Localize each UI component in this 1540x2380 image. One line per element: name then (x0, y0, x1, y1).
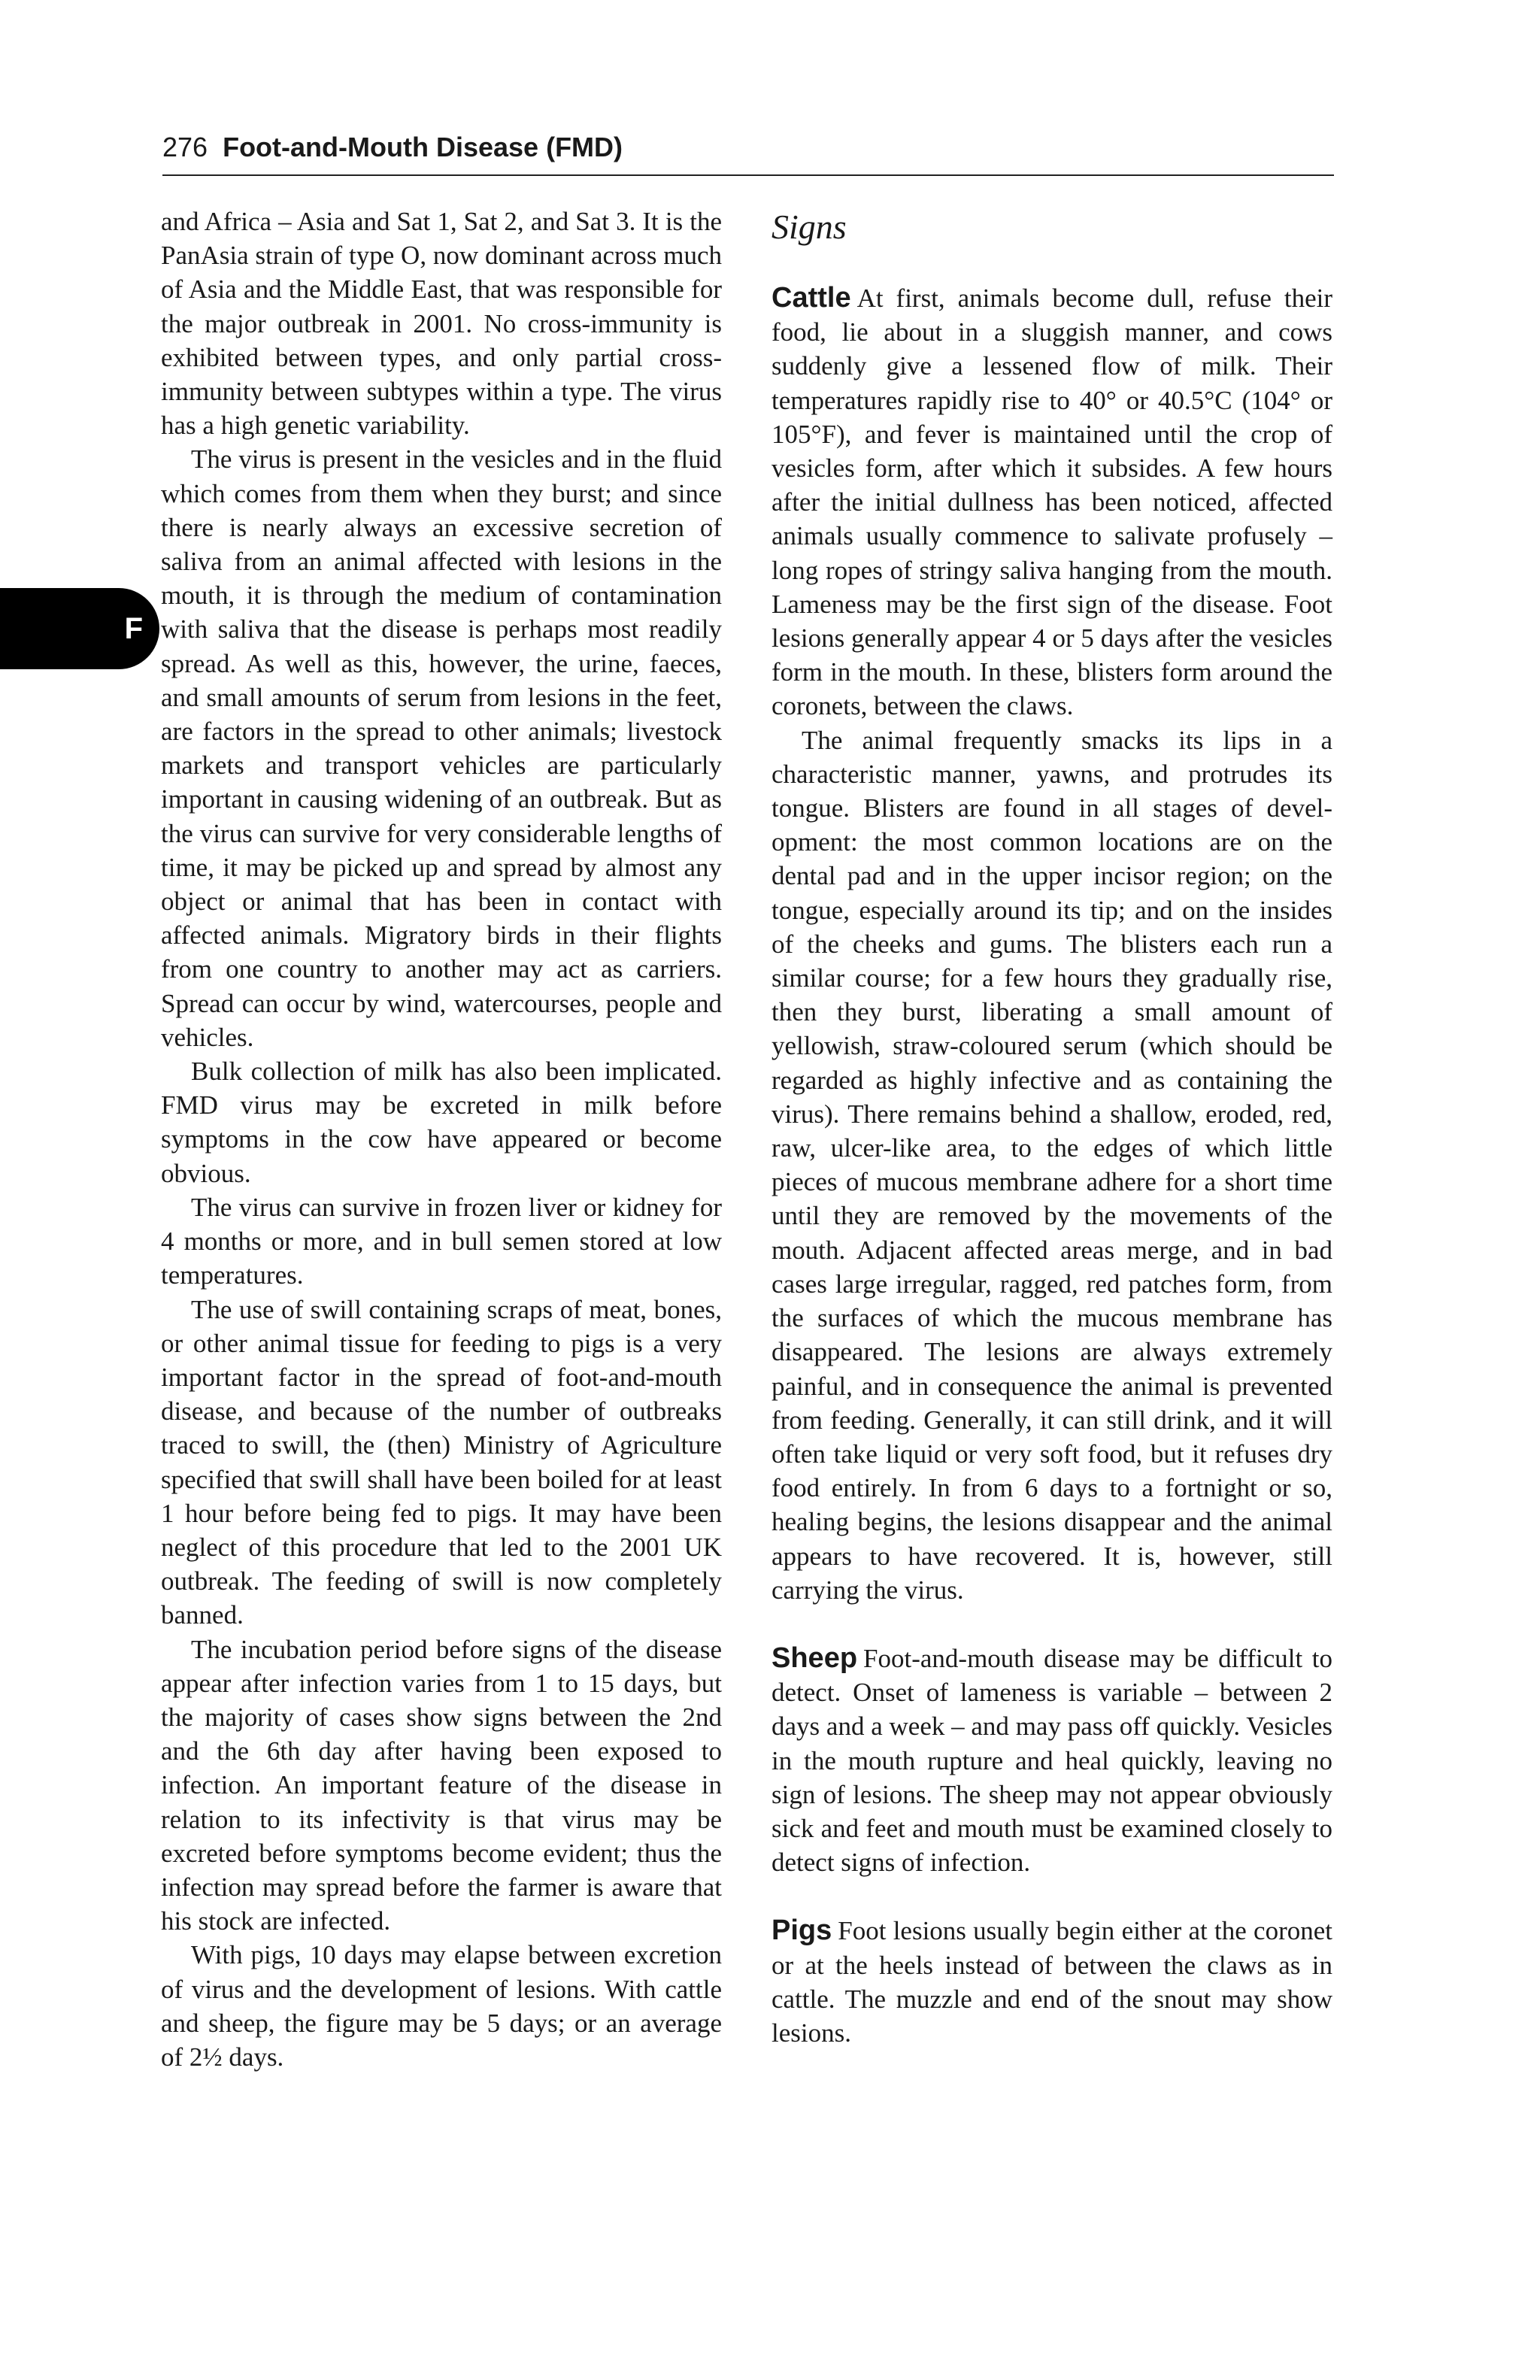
right-column (772, 205, 1332, 2050)
paragraph: The incubation period before signs of the disease appear after infection varies from 1 to 15 days, but the majority of cases show signs between the 2nd and the 6th day after having been exposed to infection. An important feature of the disease in relation to its infectivity is that virus may be excreted before symptoms become evident; thus the infection may spread before the farmer is aware that his stock are infected. (161, 1634, 722, 1936)
section-title-signs: Signs (772, 208, 847, 246)
paragraph: The use of swill containing scraps of meat, bones, or other animal tissue for feeding to pigs is a very important factor in the spread of foot-and-mouth disease, and because of the number of outbreaks traced to swill, the (then) Ministry of Agriculture specified that swill shall have been boiled for at least 1 hour before being fed to pigs. It may have been neglect of this procedure that led to the 2001 UK outbreak. The feeding of swill is now completely banned. (161, 1294, 722, 1630)
paragraph: The animal frequently smacks its lips in a characteristic manner, yawns, and protrudes its tongue. Blisters are found in all stages of development: the most common locations are on the dental pad and in the upper incisor region; on the tongue, especially around its tip; and on the insides of the cheeks and gums. The blisters each run a similar course; for a few hours they gradually rise, then they burst, liberating a small amount of yellowish, straw-coloured serum (which should be regarded as highly infective and as containing the virus). There remains behind a shallow, eroded, red, raw, ulcer-like area, to the edges of which little pieces of mucous membrane adhere for a short time until they are removed by the movements of the mouth. Adjacent affected areas merge, and in bad cases large irregular, ragged, red patches form, from the surfaces of which the mucous membrane has disappeared. The lesions are always extremely painful, and in consequence the animal is prevented from feeding. Generally, it can still drink, and it will often take liquid or very soft food, but it refuses dry food entirely. In from 6 days to a fortnight or so, healing begins, the lesions disappear and the animal appears to have recovered. It is, however, still carrying the virus. (772, 725, 1332, 1605)
thumb-index-tab (0, 588, 159, 669)
left-column (161, 205, 722, 2074)
paragraph: The virus is present in the vesicles and in the fluid which comes from them when they burst; and since there is nearly always an excessive secretion of saliva from an animal affected with lesions in the mouth, it is through the medium of contamination with saliva that the disease is perhaps most readily spread. As well as this, however, the urine, faeces, and small amounts of serum from lesions in the feet, are factors in the spread to other animals; livestock markets and transport vehicles are particularly important in causing widening of an outbreak. But as the virus can survive for very considerable lengths of time, it may be picked up and spread by almost any object or animal that has been in contact with affected animals. Migratory birds in their flights from one country to another may act as carriers. Spread can occur by wind, watercourses, people and vehicles. (161, 444, 722, 1052)
paragraph: The virus can survive in frozen liver or kidney for 4 months or more, and in bull semen stored at low temperatures. (161, 1192, 722, 1290)
running-title: Foot-and-Mouth Disease (FMD) (223, 132, 623, 162)
thumb-index-letter: F (124, 612, 143, 645)
paragraph: With pigs, 10 days may elapse between excretion of virus and the development of lesions. With cattle and sheep, the figure may be 5 days; or an average of 2½ days. (161, 1940, 722, 2072)
subsection-pigs (772, 1914, 1332, 2050)
page-number: 276 (162, 132, 208, 162)
subsection-cattle (772, 281, 1332, 1607)
run-in-heading-pigs: Pigs (772, 1915, 832, 1947)
paragraph-text: Foot-and-mouth disease may be difficult to detect. Onset of lameness is variable – between 2 days and a week – and may pass off quickly. Vesicles in the mouth rupture and heal quickly, leaving no sign of lesions. The sheep may not appear obviously sick and feet and mouth must be examined closely to detect signs of infection. (772, 1643, 1332, 1878)
paragraph (772, 1642, 1332, 1879)
paragraph (772, 281, 1332, 723)
paragraph: and Africa – Asia and Sat 1, Sat 2, and Sat 3. It is the PanAsia strain of type O, now dominant across much of Asia and the Middle East, that was responsible for the major outbreak in 2001. No cross-immunity is exhibited between types, and only partial cross-immunity between subtypes within a type. The virus has a high genetic variability. (161, 207, 722, 441)
run-in-heading-cattle: Cattle (772, 282, 851, 314)
run-in-heading-sheep: Sheep (772, 1642, 858, 1674)
paragraph-text: Foot lesions usually begin either at the coronet or at the heels instead of between the claws as in cattle. The muzzle and end of the snout may show lesions. (772, 1916, 1332, 2048)
paragraph: Bulk collection of milk has also been implicated. FMD virus may be excreted in milk before symptoms in the cow have appeared or become obvious. (161, 1057, 722, 1188)
paragraph-text: At first, animals become dull, refuse their food, lie about in a sluggish manner, and cows suddenly give a lessened flow of milk. Their temperatures rapidly rise to 40° or 40.5°C (104° or 105°F), and fever is maintained until the crop of vesicles form, after which it subsides. A few hours after the initial dullness has been noticed, affected animals usually commence to salivate profusely – long ropes of stringy saliva hanging from the mouth. Lameness may be the first sign of the disease. Foot lesions generally appear 4 or 5 days after the vesicles form in the mouth. In these, blisters form around the coronets, between the claws. (772, 283, 1332, 721)
subsection-sheep (772, 1642, 1332, 1879)
paragraph (772, 1914, 1332, 2050)
running-head (162, 125, 1334, 176)
